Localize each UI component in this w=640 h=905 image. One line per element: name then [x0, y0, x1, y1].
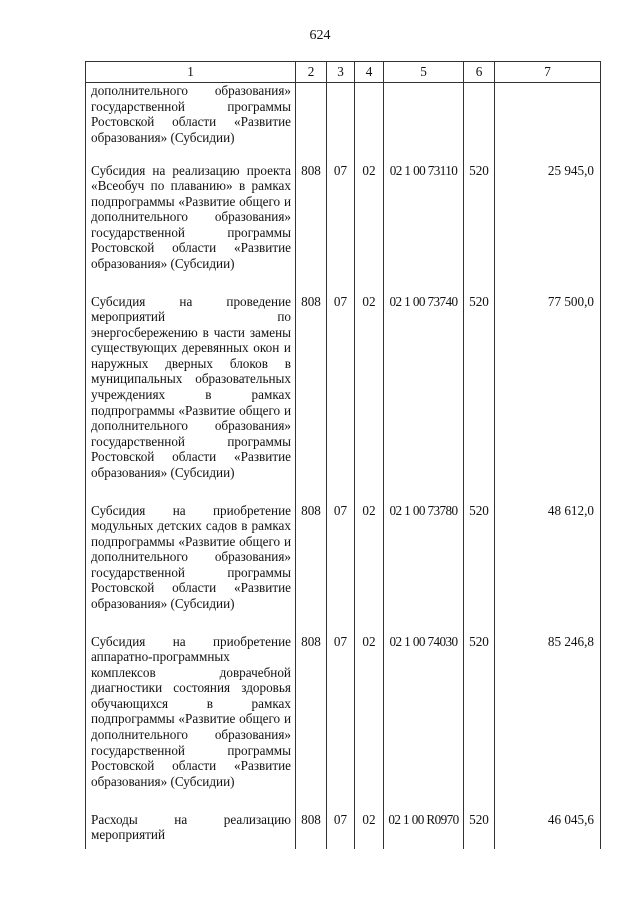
row-name: дополнительного образования» государственной программы Ростовской области «Развитие образования» (Субсидии)	[86, 83, 296, 160]
row-target-code: 02 1 00 74030	[384, 631, 464, 809]
row-expense-type: 520	[464, 160, 495, 291]
row-ministry-code	[296, 83, 327, 160]
row-ministry-code: 808	[296, 160, 327, 291]
row-amount	[495, 83, 601, 160]
row-amount: 85 246,8	[495, 631, 601, 809]
row-expense-type: 520	[464, 500, 495, 631]
row-subsection	[355, 83, 384, 160]
table-row	[86, 631, 601, 809]
row-subsection: 02	[355, 500, 384, 631]
row-target-code: 02 1 00 R0970	[384, 809, 464, 849]
row-target-code: 02 1 00 73740	[384, 291, 464, 500]
row-name: Расходы на реализацию мероприятий	[86, 809, 296, 849]
row-subsection: 02	[355, 631, 384, 809]
row-ministry-code: 808	[296, 291, 327, 500]
row-ministry-code: 808	[296, 631, 327, 809]
row-target-code: 02 1 00 73110	[384, 160, 464, 291]
budget-table	[85, 61, 601, 849]
row-target-code	[384, 83, 464, 160]
row-amount: 48 612,0	[495, 500, 601, 631]
header-col-7: 7	[495, 62, 601, 83]
row-amount: 25 945,0	[495, 160, 601, 291]
header-col-2: 2	[296, 62, 327, 83]
row-expense-type: 520	[464, 809, 495, 849]
row-amount: 46 045,6	[495, 809, 601, 849]
row-ministry-code: 808	[296, 809, 327, 849]
row-subsection: 02	[355, 809, 384, 849]
row-ministry-code: 808	[296, 500, 327, 631]
header-col-1: 1	[86, 62, 296, 83]
header-row	[86, 62, 601, 83]
row-subsection: 02	[355, 160, 384, 291]
row-amount: 77 500,0	[495, 291, 601, 500]
row-subsection: 02	[355, 291, 384, 500]
table-row	[86, 160, 601, 291]
table-row	[86, 809, 601, 849]
row-target-code: 02 1 00 73780	[384, 500, 464, 631]
row-name: Субсидия на реализацию проекта «Всеобуч по плаванию» в рамках подпрограммы «Развитие общего и дополнительного образования» государственной программы Ростовской области «Развитие образования» (Субсидии)	[86, 160, 296, 291]
header-col-3: 3	[327, 62, 355, 83]
table-row	[86, 500, 601, 631]
header-col-5: 5	[384, 62, 464, 83]
page-number: 624	[309, 28, 331, 43]
table-row	[86, 291, 601, 500]
row-section: 07	[327, 500, 355, 631]
row-expense-type: 520	[464, 291, 495, 500]
row-section: 07	[327, 291, 355, 500]
row-name: Субсидия на приобретение модульных детских садов в рамках подпрограммы «Развитие общего и дополнительного образования» государственной программы Ростовской области «Развитие образования» (Субсидии)	[86, 500, 296, 631]
table-row	[86, 83, 601, 160]
row-section	[327, 83, 355, 160]
row-name: Субсидия на проведение мероприятий по энергосбережению в части замены существующих деревянных окон и наружных дверных блоков в муниципальных образовательных учреждениях в рамках подпрограммы «Развитие общего и дополнительного образования» государственной программы Ростовской области «Развитие образования» (Субсидии)	[86, 291, 296, 500]
row-expense-type	[464, 83, 495, 160]
row-section: 07	[327, 160, 355, 291]
header-col-4: 4	[355, 62, 384, 83]
row-section: 07	[327, 809, 355, 849]
row-name: Субсидия на приобретение аппаратно-программных комплексов доврачебной диагностики состояния здоровья обучающихся в рамках подпрограммы «Развитие общего и дополнительного образования» государственной программы Ростовской области «Развитие образования» (Субсидии)	[86, 631, 296, 809]
row-section: 07	[327, 631, 355, 809]
header-col-6: 6	[464, 62, 495, 83]
row-expense-type: 520	[464, 631, 495, 809]
